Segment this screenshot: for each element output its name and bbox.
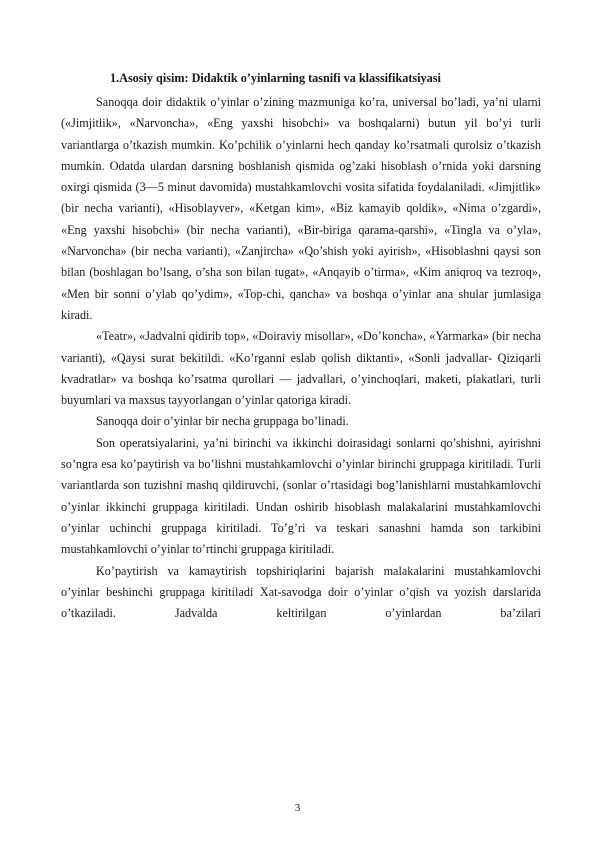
document-page xyxy=(61,68,541,624)
paragraph-4: Son operatsiyalarini, ya’ni birinchi va ikkinchi doirasidagi sonlarni qo’shishni, ayirishni so’ngra esa ko’paytirish va bo’lishni mustahkamlovchi o’yinlar birinchi gruppaga kiritiladi. Turli variantlarda son tuzishni mashq qildiruvchi, (sonlar o’rtasidagi bog’lanishlarni mustahkamlovchi o’yinlar ikkinchi gruppaga kiritiladi. Undan oshirib hisoblash malakalarini mustahkamlovchi o’yinlar uchinchi gruppaga kiritiladi. To’g’ri va teskari sanashni hamda son tarkibini mustahkamlovchi o’yinlar to’rtinchi gruppaga kiritiladi. xyxy=(61,435,541,557)
paragraph-5: Ko’paytirish va kamaytirish topshiriqlarini bajarish malakalarini mustahkamlovchi o’yinlar beshinchi gruppaga kiritiladi Xat-savodga doir o’yinlar o’qish va yozish darslarida o’tkaziladi. Jadvalda keltirilgan o’yinlardan ba’zilari xyxy=(61,563,541,621)
paragraph-3: Sanoqqa doir o’yinlar bir necha gruppaga bo’linadi. xyxy=(96,414,349,429)
page-number: 3 xyxy=(294,802,301,814)
section-heading: 1.Asosiy qisim: Didaktik o’yinlarning tasnifi va klassifikatsiyasi xyxy=(110,71,441,85)
paragraph-1: Sanoqqa doir didaktik o’yinlar o’zining mazmuniga ko’ra, universal bo’ladi, ya’ni ularni («Jimjitlik», «Narvoncha», «Eng yaxshi hisobchi» va boshqalarni) butun yil bo’yi turli variantlarga o’tkazish mumkin. Ko’pchilik o’yinlarni hech qanday ko’rsatmali qurolsiz o’tkazish mumkin. Odatda ulardan darsning boshlanish qismida og’zaki hisoblash o’rnida yoki darsning oxirgi qismida (3—5 minut davomida) mustahkamlovchi vosita sifatida foydalaniladi. «Jimjitlik» (bir necha varianti), «Hisoblayver», «Ketgan kim», «Biz kamayib qoldik», «Nima o’zgardi», «Eng yaxshi hisobchi» (bir necha varianti), «Bir-biriga qarama-qarshi», «Tingla va o’yla», «Narvoncha» (bir necha varianti), «Zanjircha» «Qo’shish yoki ayirish», «Hisoblashni qaysi son bilan (boshlagan bo’lsang, o’sha son bilan tugat», «Anqayib o’tirma», «Kim aniqroq va tezroq», «Men bir sonni o’ylab qo’ydim», «Top-chi, qancha» va boshqa o’yinlar ana shular jumlasiga kiradi. xyxy=(61,95,541,322)
paragraph-2: «Teatr», «Jadvalni qidirib top», «Doiraviy misollar», «Do’koncha», «Yarmarka» (bir necha varianti), «Qaysi surat bekitildi. «Ko’rganni eslab qolish diktanti», «Sonli jadvallar- Qiziqarli kvadratlar» va boshqa ko’rsatma qurollari — jadvallari, o’yinchoqlari, maketi, plakatlari, turli buyumlari va maxsus tayyorlangan o’yinlar qatoriga kiradi. xyxy=(61,329,542,408)
